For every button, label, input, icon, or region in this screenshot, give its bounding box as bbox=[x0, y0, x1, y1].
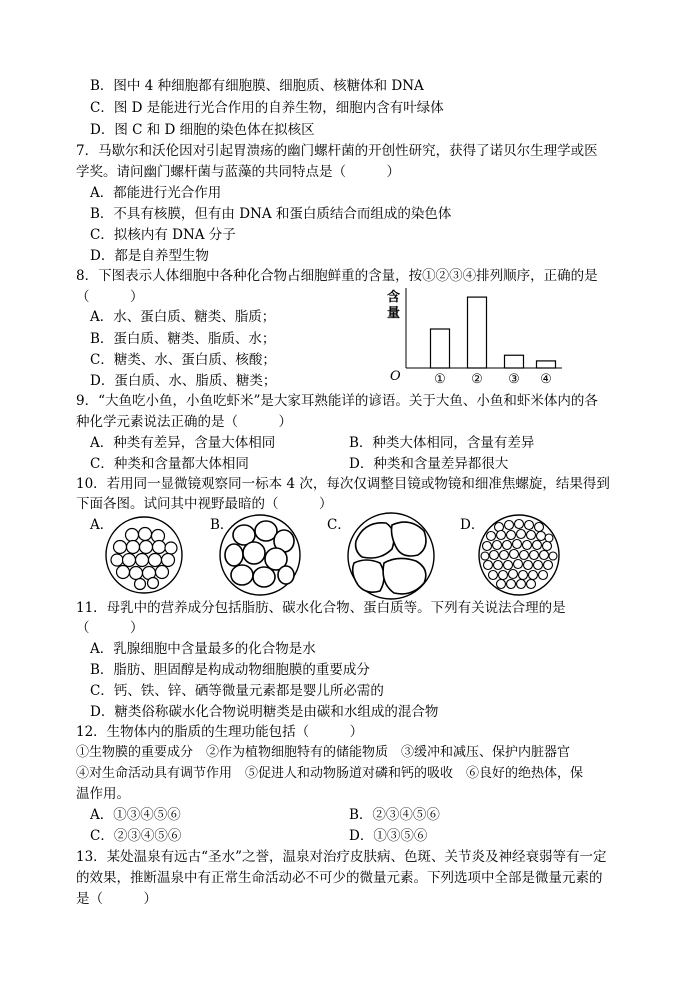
q8-stem-line1: 8．下图表示人体细胞中各种化合物占细胞鲜重的含量，按①②③④排列顺序，正确的是 bbox=[76, 268, 598, 284]
chart-ylabel-1: 含 bbox=[387, 290, 401, 305]
chart-category-label-2: ② bbox=[471, 372, 483, 387]
q7-option-d: D．都是自养型生物 bbox=[90, 248, 209, 264]
q7-stem-line1: 7．马歇尔和沃伦因对引起胃溃疡的幽门螺杆菌的开创性研究，获得了诺贝尔生理学或医 bbox=[76, 143, 598, 159]
q10-label-a: A． bbox=[90, 517, 114, 533]
chart-bar-2 bbox=[468, 297, 487, 368]
q8-option-a: A．水、蛋白质、糖类、脂质； bbox=[90, 309, 276, 325]
q9-option-a: A．种类有差异，含量大体相同 bbox=[90, 435, 276, 451]
q7-option-c: C．拟核内有 DNA 分子 bbox=[90, 227, 236, 243]
q12-option-a: A．①③④⑤⑥ bbox=[90, 807, 181, 823]
chart-bar-4 bbox=[537, 361, 556, 368]
q9-stem-line1: 9．“大鱼吃小鱼，小鱼吃虾米”是大家耳熟能详的谚语。关于大鱼、小鱼和虾米体内的各 bbox=[76, 393, 598, 409]
q12-items-line1: ①生物膜的重要成分 ②作为植物细胞特有的储能物质 ③缓冲和减压、保护内脏器官 bbox=[76, 745, 571, 760]
chart-category-label-3: ③ bbox=[508, 372, 520, 387]
q8-option-c: C．糖类、水、蛋白质、核酸； bbox=[90, 352, 276, 368]
q6-option-c: C．图 D 是能进行光合作用的自养生物，细胞内含有叶绿体 bbox=[90, 100, 444, 116]
q12-option-d: D．①③⑤⑥ bbox=[349, 828, 428, 844]
q7-stem-line2: 学奖。请问幽门螺杆菌与蓝藻的共同特点是（ ） bbox=[76, 164, 400, 180]
chart-category-label-1: ① bbox=[434, 372, 446, 387]
q10-stem-line1: 10．若用同一显微镜观察同一标本 4 次，每次仅调整目镜或物镜和细准焦螺旋，结果得到 bbox=[76, 476, 610, 492]
q11-option-b: B．脂肪、胆固醇是构成动物细胞膜的重要成分 bbox=[90, 662, 370, 678]
q11-option-d: D．糖类俗称碳水化合物说明糖类是由碳和水组成的混合物 bbox=[90, 704, 439, 720]
microscope-field-a bbox=[104, 515, 184, 595]
q10-label-c: C． bbox=[327, 517, 351, 533]
q8-bar-chart bbox=[380, 282, 570, 392]
q7-option-a: A．都能进行光合作用 bbox=[90, 185, 222, 201]
chart-origin-label: O bbox=[390, 369, 401, 384]
microscope-field-c bbox=[346, 511, 436, 601]
q13-stem-line2: 的效果，推断温泉中有正常生命活动必不可少的微量元素。下列选项中全部是微量元素的 bbox=[76, 870, 603, 886]
q12-items-line3: 温作用。 bbox=[76, 786, 130, 802]
q11-stem-line2: （ ） bbox=[76, 620, 144, 636]
microscope-field-b bbox=[218, 513, 302, 597]
q13-stem-line1: 13．某处温泉有远古“圣水”之誉，温泉对治疗皮肤病、色斑、关节炎及神经衰弱等有一定 bbox=[76, 849, 607, 865]
chart-bar-3 bbox=[505, 355, 524, 368]
q6-option-b: B．图中 4 种细胞都有细胞膜、细胞质、核糖体和 DNA bbox=[90, 78, 424, 94]
q11-option-a: A．乳腺细胞中含量最多的化合物是水 bbox=[90, 641, 316, 657]
q10-label-d: D． bbox=[460, 517, 485, 533]
q6-option-d: D．图 C 和 D 细胞的染色体在拟核区 bbox=[90, 122, 315, 138]
q11-stem-line1: 11．母乳中的营养成分包括脂肪、碳水化合物、蛋白质等。下列有关说法合理的是 bbox=[76, 600, 566, 616]
q12-option-b: B．②③④⑤⑥ bbox=[349, 807, 440, 823]
q12-option-c: C．②③④⑤⑥ bbox=[90, 828, 182, 844]
chart-ylabel-2: 量 bbox=[387, 306, 401, 321]
q8-option-d: D．蛋白质、水、脂质、糖类； bbox=[90, 373, 277, 389]
q10-label-b: B． bbox=[210, 517, 234, 533]
q9-stem-line2: 种化学元素说法正确的是（ ） bbox=[76, 414, 292, 430]
q9-option-d: D．种类和含量差异都很大 bbox=[349, 456, 509, 472]
chart-bar-1 bbox=[431, 329, 450, 368]
chart-category-label-4: ④ bbox=[540, 372, 552, 387]
q13-stem-line3: 是（ ） bbox=[76, 891, 157, 907]
q7-option-b: B．不具有核膜，但有由 DNA 和蛋白质结合而组成的染色体 bbox=[90, 206, 452, 222]
q12-items-line2: ④对生命活动具有调节作用 ⑤促进人和动物肠道对磷和钙的吸收 ⑥良好的绝热体，保 bbox=[76, 766, 584, 781]
q11-option-c: C．钙、铁、锌、硒等微量元素都是婴儿所必需的 bbox=[90, 683, 384, 699]
microscope-field-d bbox=[477, 513, 561, 597]
q10-stem-line2: 下面各图。试问其中视野最暗的（ ） bbox=[76, 496, 333, 512]
q9-option-b: B．种类大体相同，含量有差异 bbox=[349, 435, 535, 451]
q8-option-b: B．蛋白质、糖类、脂质、水； bbox=[90, 331, 276, 347]
q8-stem-line2: （ ） bbox=[76, 289, 144, 305]
q9-option-c: C．种类和含量都大体相同 bbox=[90, 456, 249, 472]
q12-stem: 12．生物体内的脂质的生理功能包括（ ） bbox=[76, 724, 364, 740]
